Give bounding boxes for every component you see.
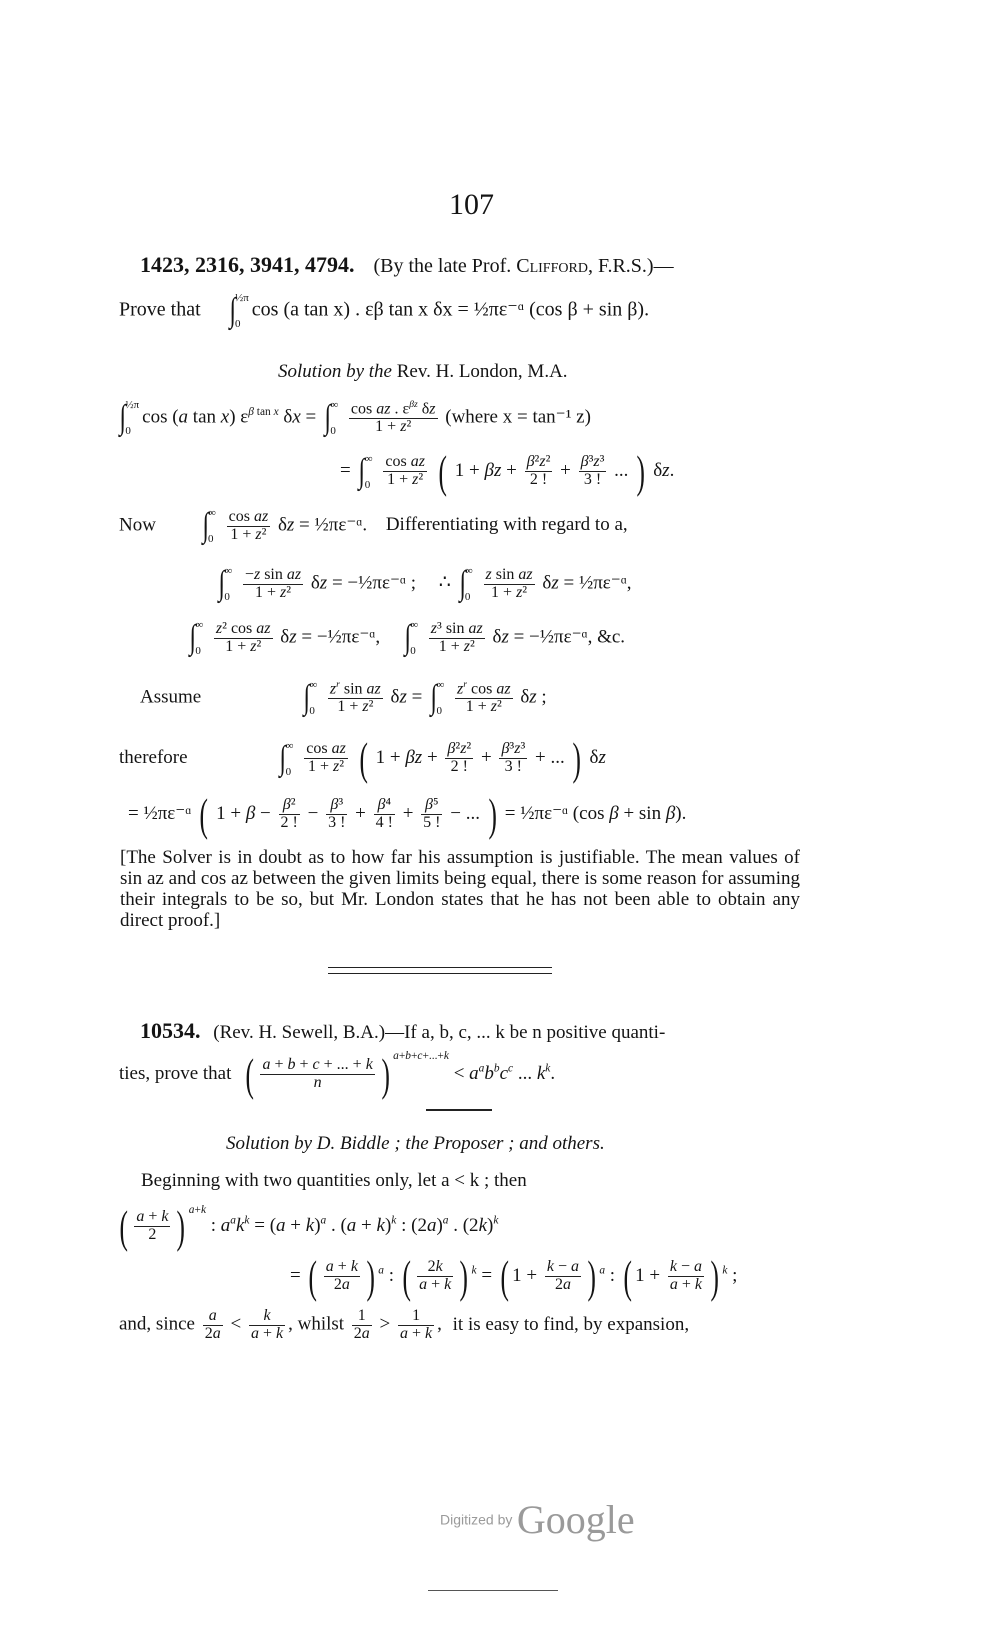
and-since-line: and, since $\frac{a}{2a}$ < $\frac{k}{a + k}$ , whilst $\frac{1}{2a}$ > $\frac{1}{a + k}$ , it is easy to find, by expansion,: [119, 1307, 690, 1342]
equation-result: = ½πε⁻ᵅ ( 1 + β − $\frac{\text{β²}}{2 !}$ − $\frac{\text{β³}}{3 !}$ + $\frac{\text{β⁴}}{4 !}$ + $\frac{\text{β⁵}}{5 !}$ − ... ) = ½πε⁻ᵅ (cos β + sin β).: [128, 789, 687, 840]
equation-5: ( $\frac{a + k}{2}$ ) $^{a+k}$ : $a^ak^k = (a + k)^a$ . $(a + k)^k$ : $(2a)^a$ . $(2k)^k$: [119, 1201, 499, 1252]
problem-statement: Prove that ∫ ½π 0 cos (a tan x) . εβ tan x δx = ½πε⁻ᵅ (cos β + sin β).: [119, 292, 650, 330]
bottom-scan-line: [428, 1590, 558, 1591]
equation-1: ∫ ½π 0 cos (a tan x) $\varepsilon^{\beta tan x}$ δx = ∫ ∞ 0 $\frac{\cos az . \varepsilon^{\beta z} \delta z}{\text{1 + z²}}$ (where x = tan⁻¹ z): [119, 399, 591, 437]
watermark-brand: Google: [516, 1497, 635, 1542]
solution2-heading: Solution by D. Biddle ; the Proposer ; and others.: [226, 1133, 605, 1154]
page-number: 107: [449, 188, 494, 221]
equation-2: = ∫ ∞ 0 $\frac{\text{cos az}}{\text{1 + z²}}$ ( 1 + βz + $\frac{\text{β²z²}}{2 !}$ + $\frac{\text{β³z³}}{3 !}$ ... ) δz.: [340, 446, 675, 497]
attribution-pre: (By the late Prof.: [373, 255, 517, 277]
problem-header: [140, 252, 674, 278]
differentiating-text: Differentiating with regard to a,: [385, 514, 628, 536]
now-label: Now: [119, 514, 156, 536]
therefore-line: therefore ∫ ∞ 0 $\frac{\text{cos az}}{\text{1 + z²}}$ ( 1 + βz + $\frac{\text{β²z²}}{2 !}$ + $\frac{\text{β³z³}}{3 !}$ + ... ) δz: [119, 733, 606, 784]
solution-heading: [278, 361, 568, 383]
statement-text: cos (a tan x) . εβ tan x δx = ½πε⁻ᵅ (cos β + sin β).: [251, 298, 650, 321]
assume-line: Assume ∫ ∞ 0 $\frac{z^r \sin az}{\text{1 + z²}}$ δz = ∫ ∞ 0 $\frac{z^r \cos az}{\text{1 + z²}}$ δz ;: [140, 679, 547, 717]
now-line: Now ∫ ∞ 0 $\frac{\text{cos az}}{\text{1 + z²}}$ δz = ½πε⁻ᵅ. Differentiating with regard to a,: [119, 507, 628, 545]
equation-6: = ( $\frac{a + k}{2a}$ ) $^a$ : ( $\frac{2k}{a + k}$ ) $^k$ = ( 1 + $\frac{k - a}{2a}$ ) $^a$ : ( 1 + $\frac{k - a}{a + k}$ ) $^k$ ;: [290, 1251, 738, 1302]
digitized-watermark: [440, 1496, 635, 1543]
equation-3: ∫ ∞ 0 $\frac{\text{−z sin az}}{\text{1 + z²}}$ δz = −½πε⁻ᵅ ; ∴ ∫ ∞ 0 $\frac{\text{z sin az}}{\text{1 + z²}}$ δz = ½πε⁻ᵅ,: [218, 565, 632, 603]
problem2-statement: ties, prove that ( $\frac{a + b + c + ... + k}{n}$ ) $^{a+b+c+...+k} < a^ab^bc^c$ ... $k^k$.: [119, 1049, 556, 1100]
separator-rule-top: [328, 967, 552, 968]
separator-rule-bottom: [328, 973, 552, 974]
beginning-line: Beginning with two quantities only, let a < k ; then: [141, 1170, 527, 1191]
solver-note: [The Solver is in doubt as to how far his assumption is justifiable. The mean values of sin az and cos az between the given limits being equal, there is some reason for assuming their integrals to be so, but Mr. London states that he has not been able to obtain any direct proof.]: [120, 847, 800, 931]
prove-that-label: ties, prove that: [119, 1062, 232, 1084]
equation-4: ∫ ∞ 0 $\frac{\text{z² cos az}}{\text{1 + z²}}$ δz = −½πε⁻ᵅ, ∫ ∞ 0 $\frac{\text{z³ sin az}}{\text{1 + z²}}$ δz = −½πε⁻ᵅ, &c.: [189, 619, 626, 657]
assume-label: Assume: [140, 686, 202, 708]
problem2-number: 10534.: [140, 1018, 201, 1043]
prove-label: Prove that: [119, 298, 201, 321]
therefore-label: therefore: [119, 746, 188, 768]
solution-by: Solution by the: [278, 361, 392, 382]
and-since-label: and, since: [119, 1313, 195, 1335]
solver-name: Rev. H. London, M.A.: [396, 361, 568, 382]
problem2-header: [140, 1018, 665, 1044]
whilst-label: whilst: [297, 1313, 345, 1335]
problem2-attribution: (Rev. H. Sewell, B.A.)—If a, b, c, ... k be n positive quanti-: [213, 1022, 666, 1043]
substitution-note: (where x = tan⁻¹ z): [445, 406, 591, 428]
attribution-post: , F.R.S.)—: [587, 255, 674, 277]
watermark-prefix: Digitized by: [440, 1511, 513, 1528]
conclusion-text: it is easy to find, by expansion,: [452, 1313, 690, 1335]
author-name: Clifford: [516, 255, 588, 277]
problem-numbers: 1423, 2316, 3941, 4794.: [140, 252, 355, 277]
short-rule: [426, 1109, 492, 1111]
